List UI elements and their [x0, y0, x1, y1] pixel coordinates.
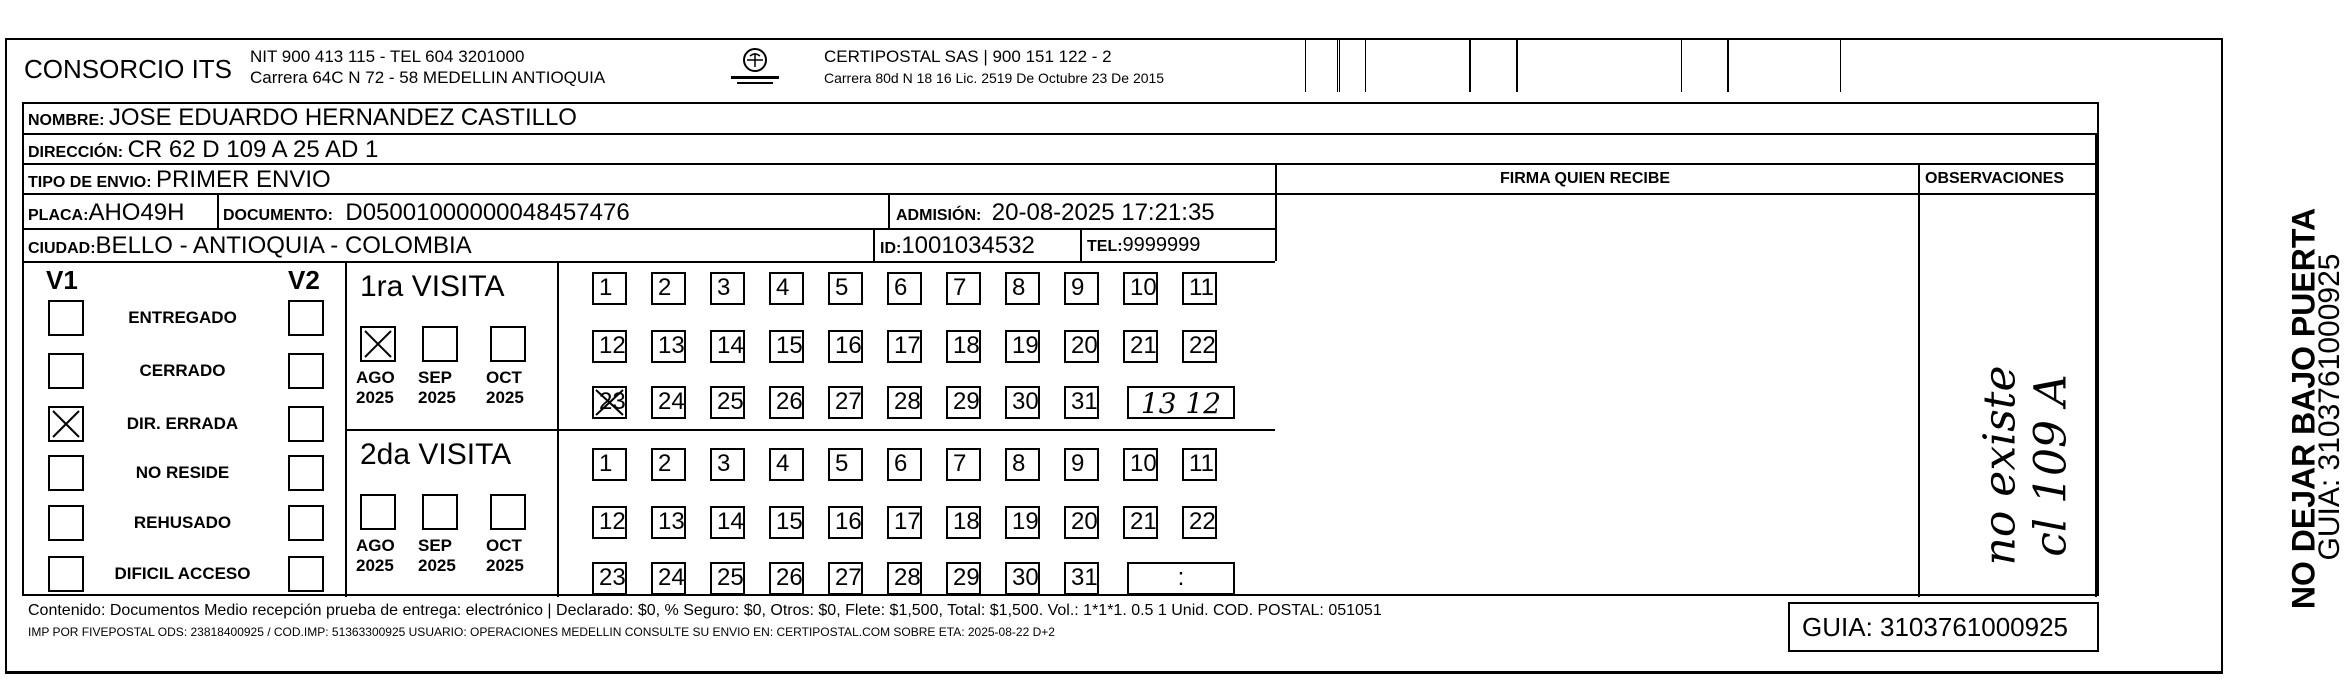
tel-row [1087, 234, 1200, 257]
day-box[interactable] [769, 386, 804, 419]
tipo-label: TIPO DE ENVIO: [28, 174, 152, 191]
day-number: 24 [658, 388, 685, 415]
day-box[interactable] [887, 506, 922, 539]
info-block [22, 102, 2099, 596]
tipo-value: PRIMER ENVIO [156, 166, 331, 193]
row-divider [22, 228, 1275, 230]
day-number: 17 [894, 332, 921, 359]
day-box[interactable] [710, 272, 745, 305]
day-number: 13 [658, 332, 685, 359]
day-number: 15 [776, 332, 803, 359]
company-nit: NIT 900 413 115 - TEL 604 3201000 [250, 47, 525, 66]
day-number: 11 [1189, 274, 1214, 301]
barcode-bar [1840, 40, 1841, 92]
barcode-bar [1339, 40, 1340, 92]
day-number: 18 [953, 332, 980, 359]
day-number: 26 [776, 388, 803, 415]
day-box[interactable] [828, 330, 863, 363]
day-number: 22 [1189, 332, 1216, 359]
v1-checkbox[interactable] [48, 406, 84, 442]
day-box[interactable] [887, 272, 922, 305]
day-box[interactable] [1123, 272, 1158, 305]
ciudad-row [28, 232, 472, 260]
id-value: 1001034532 [901, 232, 1035, 259]
day-number: 27 [835, 564, 862, 591]
row-divider [22, 193, 2099, 195]
day-number: 3 [717, 274, 731, 301]
row-divider [22, 261, 1275, 263]
day-box[interactable] [1005, 506, 1040, 539]
documento-value: D05001000000048457476 [345, 199, 630, 226]
row-divider [22, 133, 2099, 135]
day-number: 20 [1071, 508, 1098, 535]
day-box[interactable] [828, 562, 863, 595]
day-box[interactable] [769, 562, 804, 595]
barcode [1305, 40, 1885, 92]
col-divider [1080, 228, 1082, 261]
day-box[interactable] [946, 272, 981, 305]
nombre-row [28, 104, 577, 132]
day-number: 10 [1130, 450, 1157, 477]
day-number: 7 [953, 274, 967, 301]
footer-guia-box [1788, 602, 2099, 652]
day-box[interactable] [887, 562, 922, 595]
day-box[interactable] [651, 506, 686, 539]
day-number: 4 [776, 274, 790, 301]
barcode-bar [1681, 40, 1682, 92]
company-name: CONSORCIO ITS [24, 54, 233, 84]
day-box[interactable] [828, 386, 863, 419]
col-divider [873, 228, 875, 261]
day-box[interactable] [592, 272, 627, 305]
day-number: 1 [599, 274, 613, 301]
barcode-bar [1365, 40, 1366, 92]
day-number: 23 [599, 388, 626, 415]
day-box[interactable] [769, 506, 804, 539]
day-check-mark [594, 388, 625, 417]
month-checkbox[interactable] [360, 494, 396, 530]
day-number: 20 [1071, 332, 1098, 359]
day-number: 10 [1130, 274, 1157, 301]
placa-value: AHO49H [88, 199, 185, 226]
day-number: 24 [658, 564, 685, 591]
day-box[interactable] [592, 506, 627, 539]
v2-checkbox[interactable] [288, 300, 324, 336]
day-number: 29 [953, 564, 980, 591]
day-box[interactable] [1005, 330, 1040, 363]
footer-guia: GUIA: 3103761000925 [1802, 612, 2068, 642]
v2-checkbox[interactable] [288, 556, 324, 592]
day-number: 27 [835, 388, 862, 415]
month-label: OCT [486, 536, 522, 555]
day-box[interactable] [1064, 448, 1099, 481]
day-number: 13 [658, 508, 685, 535]
day-box[interactable] [1064, 272, 1099, 305]
day-number: 31 [1071, 564, 1098, 591]
year-label: 2025 [486, 556, 524, 575]
month-label: AGO [356, 536, 395, 555]
day-number: 26 [776, 564, 803, 591]
id-row [880, 232, 1035, 260]
day-number: 25 [717, 388, 744, 415]
documento-row [223, 199, 630, 227]
v2-checkbox[interactable] [288, 353, 324, 389]
day-box[interactable] [710, 330, 745, 363]
month-checkbox[interactable] [490, 326, 526, 362]
year-label: 2025 [486, 388, 524, 407]
v2-checkbox[interactable] [288, 406, 324, 442]
v1-checkbox[interactable] [48, 505, 84, 541]
time-box[interactable]: 13 12 [1127, 386, 1235, 419]
day-number: 30 [1012, 388, 1039, 415]
observaciones-line-2: cl 109 A [2025, 374, 2077, 557]
carrier-address: Carrera 80d N 18 16 Lic. 2519 De Octubre 23 De 2015 [824, 70, 1165, 86]
year-label: 2025 [418, 556, 456, 575]
day-box[interactable] [1005, 448, 1040, 481]
carrier-nit: CERTIPOSTAL SAS | 900 151 122 - 2 [824, 47, 1112, 66]
day-box[interactable] [1123, 448, 1158, 481]
day-box[interactable] [946, 386, 981, 419]
month-label: SEP [418, 536, 453, 555]
v1-checkbox[interactable] [48, 353, 84, 389]
documento-label: DOCUMENTO: [223, 207, 333, 224]
day-number: 12 [599, 508, 626, 535]
month-checkbox[interactable] [360, 326, 396, 362]
col-divider [2095, 133, 2097, 597]
day-number: 30 [1012, 564, 1039, 591]
month-checkbox[interactable] [490, 494, 526, 530]
day-box[interactable] [710, 506, 745, 539]
day-box[interactable] [828, 272, 863, 305]
day-box[interactable] [769, 448, 804, 481]
day-number: 9 [1071, 274, 1085, 301]
col-divider [888, 193, 890, 228]
day-number: 19 [1012, 332, 1039, 359]
day-box[interactable] [946, 506, 981, 539]
day-box[interactable] [887, 448, 922, 481]
day-number: 21 [1130, 508, 1157, 535]
day-number: 23 [599, 564, 626, 591]
day-number: 25 [717, 564, 744, 591]
day-number: 12 [599, 332, 626, 359]
day-box[interactable] [946, 330, 981, 363]
day-number: 6 [894, 450, 908, 477]
side-guia: GUIA: 3103761000925 [2313, 253, 2346, 561]
day-number: 5 [835, 450, 849, 477]
day-number: 11 [1189, 450, 1214, 477]
status-label: NO RESIDE [135, 463, 230, 482]
admision-label: ADMISIÓN: [896, 207, 982, 224]
day-number: 6 [894, 274, 908, 301]
day-number: 8 [1012, 450, 1026, 477]
nombre-label: NOMBRE: [28, 112, 105, 129]
v1-checkbox[interactable] [48, 556, 84, 592]
day-number: 1 [599, 450, 613, 477]
firma-header: FIRMA QUIEN RECIBE [1500, 170, 1671, 187]
barcode-bar [1305, 40, 1306, 92]
tipo-row [28, 166, 331, 194]
day-number: 15 [776, 508, 803, 535]
visit2-title: 2da VISITA [360, 438, 512, 471]
day-number: 21 [1130, 332, 1157, 359]
day-box[interactable] [828, 506, 863, 539]
day-number: 16 [835, 332, 862, 359]
footer-contenido: Contenido: Documentos Medio recepción prueba de entrega: electrónico | Declarado: $0, % Seguro: $0, Otros: $0, Flete: $1,500, Total: $1,500. Vol.: 1*1*1. 0.5 1 Unid. COD. POSTAL: 051051 [28, 602, 1382, 619]
day-box[interactable] [710, 386, 745, 419]
day-number: 29 [953, 388, 980, 415]
day-box[interactable] [592, 562, 627, 595]
day-box[interactable] [1123, 330, 1158, 363]
direccion-label: DIRECCIÓN: [28, 144, 124, 161]
day-box[interactable] [1064, 506, 1099, 539]
day-number: 19 [1012, 508, 1039, 535]
direccion-row [28, 136, 378, 164]
col-divider [1918, 163, 1920, 597]
v2-checkbox[interactable] [288, 455, 324, 491]
status-label: CERRADO [139, 361, 226, 380]
day-number: 5 [835, 274, 849, 301]
day-box[interactable] [651, 448, 686, 481]
day-box[interactable] [769, 330, 804, 363]
day-box[interactable] [1182, 448, 1217, 481]
direccion-value: CR 62 D 109 A 25 AD 1 [127, 136, 379, 163]
month-checkbox[interactable] [422, 494, 458, 530]
visit1-title: 1ra VISITA [360, 270, 505, 303]
barcode-bar [1469, 40, 1471, 92]
day-number: 2 [658, 274, 672, 301]
day-number: 16 [835, 508, 862, 535]
day-number: 3 [717, 450, 731, 477]
day-box[interactable] [592, 330, 627, 363]
day-number: 31 [1071, 388, 1098, 415]
certipostal-logo-icon [725, 44, 785, 88]
ciudad-label: CIUDAD: [28, 240, 96, 257]
day-box[interactable] [1005, 272, 1040, 305]
nombre-value: JOSE EDUARDO HERNANDEZ CASTILLO [108, 104, 577, 131]
day-box[interactable] [1064, 562, 1099, 595]
status-label: REHUSADO [133, 513, 232, 532]
day-box[interactable] [1182, 506, 1217, 539]
month-checkbox[interactable] [422, 326, 458, 362]
day-number: 7 [953, 450, 967, 477]
day-box[interactable] [887, 386, 922, 419]
status-label: DIFICIL ACCESO [114, 564, 251, 583]
no-dejar-bajo-puerta: NO DEJAR BAJO PUERTA [2285, 207, 2322, 610]
v1-checkbox[interactable] [48, 300, 84, 336]
v1-checkbox[interactable] [48, 455, 84, 491]
admision-row [896, 199, 1215, 227]
col-divider [217, 193, 219, 228]
day-number: 22 [1189, 508, 1216, 535]
barcode-bar [1516, 40, 1518, 92]
day-number: 4 [776, 450, 790, 477]
v2-label: V2 [288, 265, 320, 295]
day-box[interactable] [769, 272, 804, 305]
day-box[interactable] [1182, 330, 1217, 363]
day-number: 18 [953, 508, 980, 535]
day-box[interactable] [592, 386, 627, 419]
year-label: 2025 [356, 556, 394, 575]
day-box[interactable] [651, 272, 686, 305]
year-label: 2025 [356, 388, 394, 407]
day-number: 28 [894, 388, 921, 415]
barcode-bar [1337, 40, 1338, 92]
day-box[interactable] [887, 330, 922, 363]
day-box[interactable] [651, 386, 686, 419]
day-box[interactable] [651, 330, 686, 363]
status-label: ENTREGADO [128, 308, 237, 327]
month-label: SEP [418, 368, 453, 387]
day-box[interactable] [1005, 562, 1040, 595]
day-box[interactable] [1064, 386, 1099, 419]
admision-value: 20-08-2025 17:21:35 [991, 199, 1215, 226]
barcode-bar [1727, 40, 1729, 92]
day-number: 17 [894, 508, 921, 535]
day-box[interactable] [651, 562, 686, 595]
placa-label: PLACA: [28, 207, 89, 224]
day-box[interactable] [1182, 272, 1217, 305]
day-number: 14 [717, 332, 744, 359]
company-address: Carrera 64C N 72 - 58 MEDELLIN ANTIOQUIA [250, 68, 606, 87]
day-number: 14 [717, 508, 744, 535]
v1-label: V1 [46, 265, 78, 295]
year-label: 2025 [418, 388, 456, 407]
day-box[interactable] [710, 562, 745, 595]
placa-row [28, 199, 184, 227]
day-number: 28 [894, 564, 921, 591]
observaciones-handwriting [1930, 300, 2090, 590]
col-divider [1275, 163, 1277, 261]
footer-impresion: IMP POR FIVEPOSTAL ODS: 23818400925 / COD.IMP: 51363300925 USUARIO: OPERACIONES MEDELLIN CONSULTE SU ENVIO EN: CERTIPOSTAL.COM SOBRE ETA: 2025-08-22 D+2 [28, 625, 1055, 639]
row-divider [345, 429, 1275, 431]
id-label: ID: [880, 240, 902, 257]
v2-checkbox[interactable] [288, 505, 324, 541]
ciudad-value: BELLO - ANTIOQUIA - COLOMBIA [95, 232, 472, 259]
observaciones-line-1: no existe [1974, 365, 2026, 566]
day-box[interactable] [828, 448, 863, 481]
time-box[interactable]: : [1127, 562, 1235, 595]
day-box[interactable] [1123, 506, 1158, 539]
month-label: OCT [486, 368, 522, 387]
day-number: 8 [1012, 274, 1026, 301]
day-box[interactable] [1005, 386, 1040, 419]
day-box[interactable] [592, 448, 627, 481]
day-number: 9 [1071, 450, 1085, 477]
tel-value: 9999999 [1122, 234, 1201, 256]
month-label: AGO [356, 368, 395, 387]
observaciones-header: OBSERVACIONES [1925, 170, 2064, 187]
tel-label: TEL: [1087, 238, 1123, 255]
day-number: 2 [658, 450, 672, 477]
day-box[interactable] [710, 448, 745, 481]
day-box[interactable] [1064, 330, 1099, 363]
status-label: DIR. ERRADA [126, 414, 239, 433]
day-box[interactable] [946, 448, 981, 481]
day-box[interactable] [946, 562, 981, 595]
